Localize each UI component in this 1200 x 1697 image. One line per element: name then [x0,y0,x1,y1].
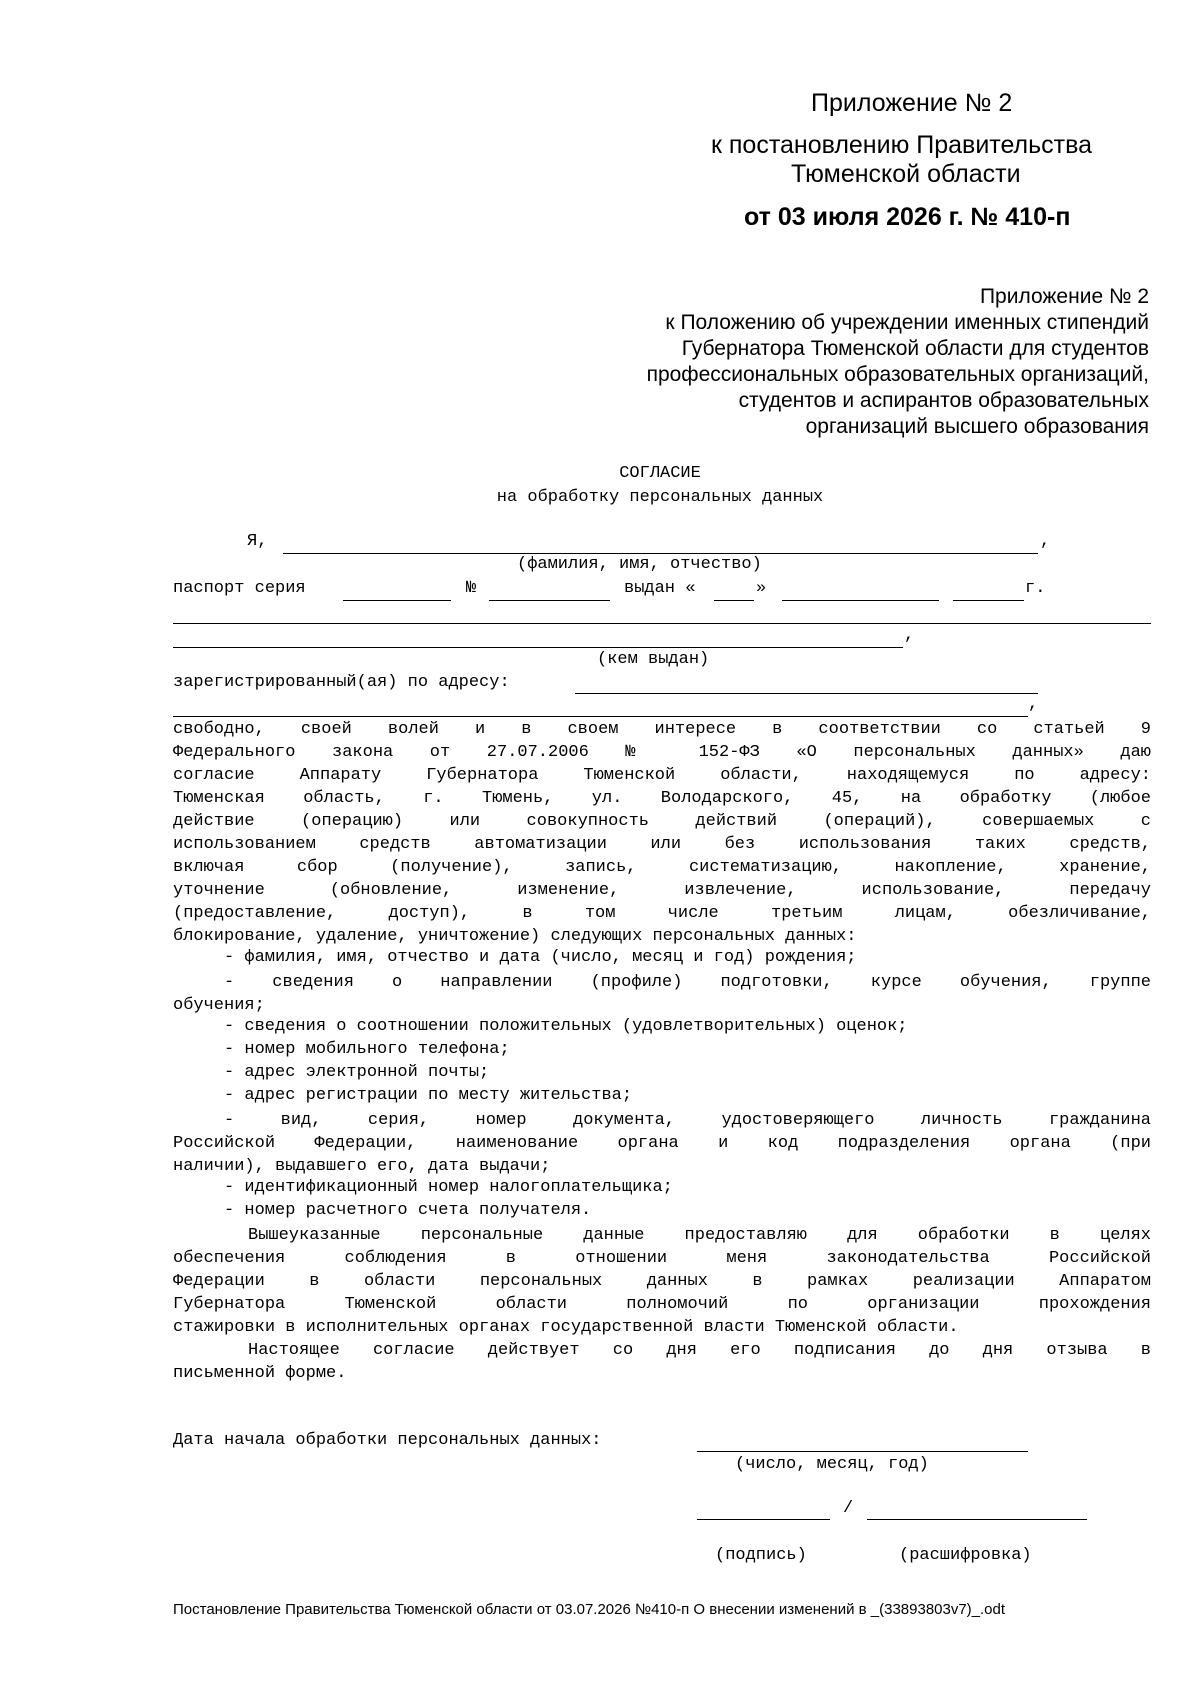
issue-day-field[interactable] [714,600,754,601]
secondary-header-line: профессиональных образовательных организаций, [646,363,1149,386]
fio-field[interactable] [283,553,1038,554]
start-date-field[interactable] [697,1451,1028,1452]
issue-month-field[interactable] [782,600,939,601]
body-line: согласие Аппарату Губернатора Тюменской области, находящемуся по адресу: [173,766,1151,785]
resolution-reference: к постановлению Правительства [711,131,1093,159]
secondary-header-line: Губернатора Тюменской области для студентов [681,337,1149,360]
list-item: - фамилия, имя, отчество и дата (число, месяц и год) рождения; [224,948,857,967]
validity-line: Настоящее согласие действует со дня его подписания до дня отзыва в [248,1341,1151,1360]
document-title: СОГЛАСИЕ [619,464,701,483]
issued-label: выдан « [624,579,696,598]
list-item: - идентификационный номер налогоплательщика; [224,1178,673,1197]
decode-field[interactable] [867,1519,1087,1520]
list-item: - сведения о соотношении положительных (удовлетворительных) оценок; [224,1017,908,1036]
list-item: - сведения о направлении (профиле) подготовки, курсе обучения, группе [224,973,1151,992]
body-line: Тюменская область, г. Тюмень, ул. Володарского, 45, на обработку (любое [173,789,1151,808]
purpose-line: Губернатора Тюменской области полномочий по организации прохождения [173,1295,1151,1314]
body-line: включая сбор (получение), запись, систематизацию, накопление, хранение, [173,858,1151,877]
passport-number-field[interactable] [489,600,610,601]
i-label: Я, [247,532,268,551]
body-line: действие (операцию) или совокупность действий (операций), совершаемых с [173,812,1151,831]
purpose-line: Федерации в области персональных данных в рамках реализации Аппаратом [173,1272,1151,1291]
list-item: - адрес регистрации по месту жительства; [224,1086,633,1105]
secondary-header-line: организаций высшего образования [805,415,1149,438]
year-suffix: г. [1025,579,1046,598]
list-item: - вид, серия, номер документа, удостоверяющего личность гражданина [224,1111,1151,1130]
registered-label: зарегистрированный(ая) по адресу: [173,673,510,692]
list-item: - номер расчетного счета получателя. [224,1201,592,1220]
comma: , [1028,695,1039,714]
quote-close: » [756,579,767,598]
list-item-continuation: наличии), выдавшего его, дата выдачи; [173,1157,551,1176]
comma: , [1040,532,1051,551]
comma: , [904,626,915,645]
secondary-appendix-title: Приложение № 2 [979,285,1149,308]
list-item: - номер мобильного телефона; [224,1040,510,1059]
region-name: Тюменской области [791,160,1021,188]
issued-by-caption: (кем выдан) [597,650,710,669]
list-item-continuation: обучения; [173,996,265,1015]
body-line: (предоставление, доступ), в том числе третьим лицам, обезличивание, [173,904,1151,923]
appendix-title: Приложение № 2 [811,89,1013,117]
slash: / [843,1499,854,1518]
secondary-header-line: к Положению об учреждении именных стипендий [665,311,1149,334]
document-subtitle: на обработку персональных данных [496,488,824,507]
issued-by-field[interactable] [173,623,1151,624]
sign-caption: (подпись) [715,1546,807,1565]
document-footer: Постановление Правительства Тюменской области от 03.07.2026 №410-п О внесении изменений в _(33893803v7)_.odt [173,1601,1006,1618]
number-sign: № [466,579,477,598]
date-caption: (число, месяц, год) [735,1455,929,1474]
issue-year-field[interactable] [953,600,1024,601]
body-line: уточнение (обновление, изменение, извлечение, использование, передачу [173,881,1151,900]
address-field[interactable] [575,693,1038,694]
purpose-line: Вышеуказанные персональные данные предоставляю для обработки в целях [248,1226,1151,1245]
passport-label: паспорт серия [173,579,306,598]
body-line: свободно, своей волей и в своем интересе в соответствии со статьей 9 [173,720,1151,739]
body-line: блокирование, удаление, уничтожение) следующих персональных данных: [173,927,857,946]
issued-by-field-2[interactable] [173,647,903,648]
body-line: Федерального закона от 27.07.2006 № 152-ФЗ «О персональных данных» даю [173,743,1151,762]
validity-line: письменной форме. [173,1364,347,1383]
resolution-date-number: от 03 июля 2026 г. № 410-п [744,203,1071,231]
list-item: - адрес электронной почты; [224,1063,490,1082]
fio-caption: (фамилия, имя, отчество) [517,555,762,574]
body-line: использованием средств автоматизации или без использования таких средств, [173,835,1151,854]
secondary-header-line: студентов и аспирантов образовательных [738,389,1149,412]
address-field-2[interactable] [173,716,1028,717]
signature-field[interactable] [697,1519,830,1520]
passport-series-field[interactable] [343,600,451,601]
start-date-label: Дата начала обработки персональных данных: [173,1431,602,1450]
purpose-line: обеспечения соблюдения в отношении меня законодательства Российской [173,1249,1151,1268]
list-item-continuation: Российской Федерации, наименование органа и код подразделения органа (при [173,1134,1151,1153]
decode-caption: (расшифровка) [899,1546,1032,1565]
purpose-line: стажировки в исполнительных органах государственной власти Тюменской области. [173,1318,959,1337]
